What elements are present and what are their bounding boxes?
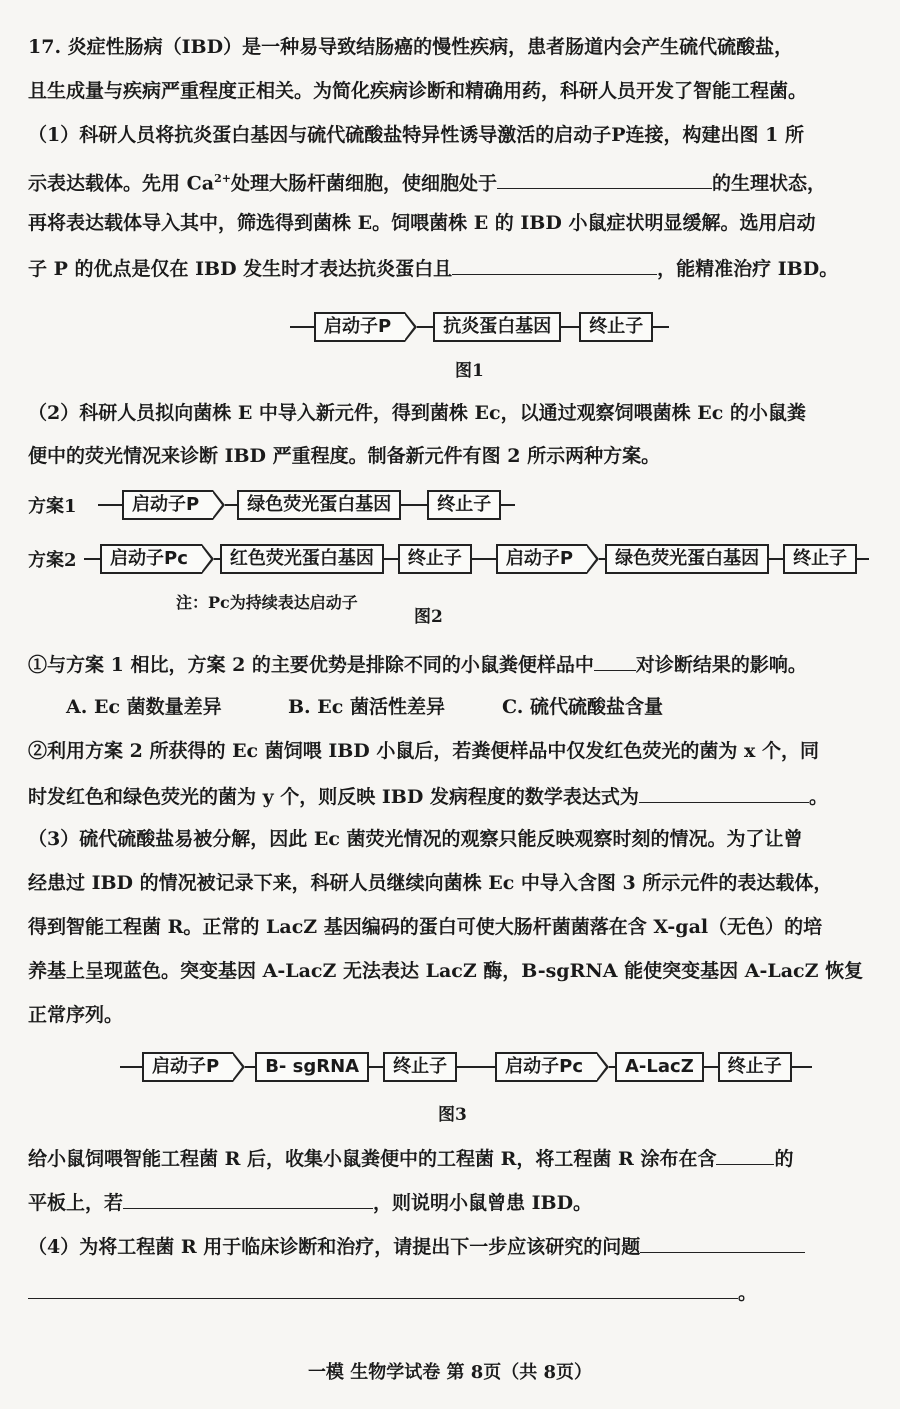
scheme2-terminator-1: 终止子 xyxy=(398,544,472,574)
part3-line-2: 经患过 IBD 的情况被记录下来，科研人员继续向菌株 Ec 中导入含图 3 所示元件的表达载体， xyxy=(28,872,833,894)
part4-end: 。 xyxy=(738,1282,758,1304)
option-b[interactable]: B. Ec 菌活性差异 xyxy=(288,696,445,718)
part2-question-2-line-1: ②利用方案 2 所获得的 Ec 菌饲喂 IBD 小鼠后，若粪便样品中仅发红色荧光的菌为 x 个，同 xyxy=(28,740,819,762)
part1-line-4-a: 子 P 的优点是仅在 IBD 发生时才表达抗炎蛋白且 xyxy=(28,258,453,280)
scheme1-promoter-p: 启动子P xyxy=(122,490,213,520)
part1-line-2-b: 处理大肠杆菌细胞，使细胞处于 xyxy=(230,172,497,195)
q17-intro-line-2: 且生成量与疾病严重程度正相关。为简化疾病诊断和精确用药，科研人员开发了智能工程菌。 xyxy=(28,80,808,102)
answer-blank-observation[interactable] xyxy=(123,1188,373,1209)
scheme1-gfp-gene: 绿色荧光蛋白基因 xyxy=(237,490,401,520)
part3-line-1: （3）硫代硫酸盐易被分解，因此 Ec 菌荧光情况的观察只能反映观察时刻的情况。为了让曾 xyxy=(28,828,803,850)
part1-line-2-c: 的生理状态， xyxy=(711,172,826,195)
figure-1-caption: 图1 xyxy=(455,361,484,381)
figure-1-diagram xyxy=(290,310,669,344)
part2-question-1 xyxy=(28,650,876,678)
figure-2-caption: 图2 xyxy=(414,607,443,627)
part1-line-2-a: 示表达载体。先用 Ca xyxy=(28,172,215,195)
page-footer: 一模 生物学试卷 第 8页（共 8页） xyxy=(307,1362,593,1383)
fig1-anti-inflammatory-gene: 抗炎蛋白基因 xyxy=(433,312,561,342)
part3-question-line-2 xyxy=(28,1188,876,1216)
q17-intro-line-1: 17. 炎症性肠病（IBD）是一种易导致结肠癌的慢性疾病，患者肠道内会产生硫代硫酸盐， xyxy=(28,36,794,58)
fig3-a-lacz: A-LacZ xyxy=(615,1052,704,1082)
option-c[interactable]: C. 硫代硫酸盐含量 xyxy=(502,696,664,718)
scheme-2-label: 方案2 xyxy=(28,550,77,571)
answer-blank-medium[interactable] xyxy=(716,1144,774,1165)
scheme-1-label: 方案1 xyxy=(28,496,77,517)
part3-line-3: 得到智能工程菌 R。正常的 LacZ 基因编码的蛋白可使大肠杆菌菌落在含 X-gal（无色）的培 xyxy=(28,916,823,938)
part3-question-2-b: ，则说明小鼠曾患 IBD。 xyxy=(373,1192,593,1214)
part2-question-1-a: ①与方案 1 相比，方案 2 的主要优势是排除不同的小鼠粪便样品中 xyxy=(28,654,594,676)
answer-blank-physiological-state[interactable] xyxy=(497,168,712,189)
part4-text: （4）为将工程菌 R 用于临床诊断和治疗，请提出下一步应该研究的问题 xyxy=(28,1236,641,1258)
part1-line-1: （1）科研人员将抗炎蛋白基因与硫代硫酸盐特异性诱导激活的启动子P连接，构建出图 1 所 xyxy=(28,124,804,146)
answer-blank-next-question-2[interactable] xyxy=(28,1278,738,1299)
scheme1-terminator: 终止子 xyxy=(427,490,501,520)
part2-question-2-a: 时发红色和绿色荧光的菌为 y 个，则反映 IBD 发病程度的数学表达式为 xyxy=(28,786,639,808)
figure-3-caption: 图3 xyxy=(438,1105,467,1125)
fig3-terminator-1: 终止子 xyxy=(383,1052,457,1082)
scheme2-promoter-p: 启动子P xyxy=(496,544,587,574)
part1-line-4-b: ，能精准治疗 IBD。 xyxy=(657,258,839,280)
scheme-1-diagram xyxy=(98,488,515,522)
part1-line-2 xyxy=(28,166,876,196)
part1-line-3: 再将表达载体导入其中，筛选得到菌株 E。饲喂菌株 E 的 IBD 小鼠症状明显缓解。选用启动 xyxy=(28,212,816,234)
part3-question-line-1 xyxy=(28,1144,876,1172)
part2-question-2-b: 。 xyxy=(808,786,828,808)
scheme2-terminator-2: 终止子 xyxy=(783,544,857,574)
options-row xyxy=(66,694,876,720)
scheme2-rfp-gene: 红色荧光蛋白基因 xyxy=(220,544,384,574)
fig3-promoter-p: 启动子P xyxy=(142,1052,233,1082)
part2-question-1-b: 对诊断结果的影响。 xyxy=(635,654,807,676)
part3-question-2-a: 平板上，若 xyxy=(28,1192,124,1214)
option-a[interactable]: A. Ec 菌数量差异 xyxy=(66,696,222,718)
part2-line-2: 便中的荧光情况来诊断 IBD 严重程度。制备新元件有图 2 所示两种方案。 xyxy=(28,445,661,467)
part3-line-4: 养基上呈现蓝色。突变基因 A-LacZ 无法表达 LacZ 酶，B-sgRNA 能使突变基因 A-LacZ 恢复 xyxy=(28,960,864,982)
fig3-b-sgrna: B- sgRNA xyxy=(255,1052,369,1082)
part2-line-1: （2）科研人员拟向菌株 E 中导入新元件，得到菌株 Ec，以通过观察饲喂菌株 Ec 的小鼠粪 xyxy=(28,402,806,424)
figure-2-note: 注：Pc为持续表达启动子 xyxy=(176,593,358,612)
part2-question-2-line-2 xyxy=(28,782,876,810)
part1-line-4 xyxy=(28,254,876,282)
fig1-terminator: 终止子 xyxy=(579,312,653,342)
part4-line-1 xyxy=(28,1232,876,1260)
ca-superscript: 2+ xyxy=(214,172,231,185)
part4-line-2 xyxy=(28,1278,876,1306)
fig3-promoter-pc: 启动子Pc xyxy=(495,1052,597,1082)
part3-question-1-a: 给小鼠饲喂智能工程菌 R 后，收集小鼠粪便中的工程菌 R，将工程菌 R 涂布在含 xyxy=(28,1148,717,1170)
fig1-promoter-p: 启动子P xyxy=(314,312,405,342)
part3-question-1-b: 的 xyxy=(774,1148,794,1170)
scheme2-gfp-gene: 绿色荧光蛋白基因 xyxy=(605,544,769,574)
part3-line-5: 正常序列。 xyxy=(28,1004,124,1026)
scheme2-promoter-pc: 启动子Pc xyxy=(100,544,202,574)
figure-3-diagram xyxy=(120,1050,812,1084)
scheme-2-diagram xyxy=(84,542,869,576)
answer-blank-expression[interactable] xyxy=(639,782,809,803)
fig3-terminator-2: 终止子 xyxy=(718,1052,792,1082)
answer-blank-scheme2-advantage[interactable] xyxy=(594,650,636,671)
answer-blank-next-question-1[interactable] xyxy=(640,1232,805,1253)
answer-blank-promoter-advantage[interactable] xyxy=(452,254,657,275)
